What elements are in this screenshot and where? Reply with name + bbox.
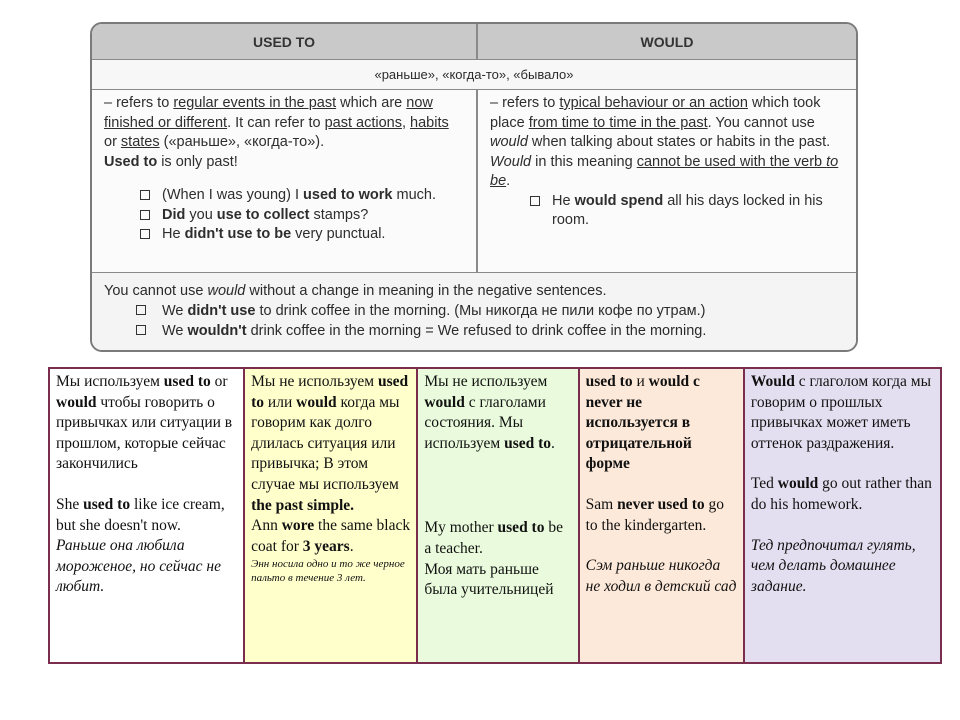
checkbox-bullet-icon xyxy=(140,190,150,200)
used-to-would-reference-table xyxy=(90,22,858,352)
example-translation: Раньше она любила мороженое, но сейчас не любит. xyxy=(56,537,222,596)
column-usage: Мы используем used to or would чтобы говорить о привычках или ситуации в прошлом, которые сейчас закончились She used to like ice cream, but she doesn't now. Раньше она любила мороженое, но сейчас не любит. xyxy=(50,369,245,662)
column-duration: Мы не используем used to или would когда мы говорим как долго длилась ситуация или привычка; В этом случае мы используем the past simple. Ann wore the same black coat for 3 years. Энн носила одно и то же черное пальто в течение 3 лет. xyxy=(245,369,418,662)
checkbox-bullet-icon xyxy=(140,229,150,239)
table-subheader: «раньше», «когда-то», «бывало» xyxy=(92,60,856,90)
example-sentence: Ted would go out rather than do his homework. xyxy=(750,475,932,513)
header-used-to: USED TO xyxy=(253,34,315,50)
checkbox-bullet-icon xyxy=(140,210,150,220)
example-sentence: My mother used to be a teacher. xyxy=(424,519,563,557)
example-item: We wouldn't drink coffee in the morning = We refused to drink coffee in the morning. xyxy=(104,321,844,341)
table-header xyxy=(92,24,856,60)
column-state-verbs: Мы не используем would с глаголами состояния. Мы используем used to. My mother used to be a teacher. Моя мать раньше была учительницей xyxy=(418,369,579,662)
example-item: He would spend all his days locked in his room. xyxy=(490,192,850,231)
example-translation: Сэм раньше никогда не ходил в детский сад xyxy=(585,557,737,595)
header-would: WOULD xyxy=(640,34,694,50)
checkbox-bullet-icon xyxy=(530,196,540,206)
russian-explanation-table xyxy=(48,367,942,664)
column-irritation: Would с глаголом когда мы говорим о прошлых привычках может иметь оттенок раздражения. Ted would go out rather than do his homework. Тед предпочитал гулять, чем делать домашнее задание. xyxy=(745,369,940,662)
would-explanation: – refers to typical behaviour or an action which took place from time to time in the past. You cannot use would when talking about states or habits in the past. Would in this meaning cannot be used with the verb to be. He would spend all his days locked in his room. xyxy=(490,94,850,231)
example-item: (When I was young) I used to work much. xyxy=(104,186,464,206)
example-translation: Тед предпочитал гулять, чем делать домашнее задание. xyxy=(750,536,916,595)
example-sentence: She used to like ice cream, but she doesn't now. xyxy=(56,495,225,534)
would-examples xyxy=(490,192,850,231)
example-item: We didn't use to drink coffee in the morning. (Мы никогда не пили кофе по утрам.) xyxy=(104,301,844,321)
example-sentence: Ann wore the same black coat for 3 years. xyxy=(251,517,411,555)
example-translation: Моя мать раньше была учительницей xyxy=(424,560,554,599)
column-divider xyxy=(476,90,478,272)
example-sentence: Sam never used to go to the kindergarten. xyxy=(585,495,724,534)
column-negative: used to и would с never не используется в отрицательной форме Sam never used to go to the kindergarten. Сэм раньше никогда не ходил в детский сад xyxy=(580,369,745,662)
example-item: He didn't use to be very punctual. xyxy=(104,225,464,245)
example-item: Did you use to collect stamps? xyxy=(104,206,464,226)
example-translation: Энн носила одно и то же черное пальто в течение 3 лет. xyxy=(251,558,405,585)
checkbox-bullet-icon xyxy=(136,325,146,335)
negative-sentences-note: You cannot use would without a change in meaning in the negative sentences. We didn't use to drink coffee in the morning. (Мы никогда не пили кофе по утрам.) We wouldn't drink coffee in the morning = We refused to drink coffee in the morning. xyxy=(92,272,856,352)
used-to-examples xyxy=(104,186,464,245)
checkbox-bullet-icon xyxy=(136,305,146,315)
used-to-explanation: – refers to regular events in the past which are now finished or different. It can refer to past actions, habits or states («раньше», «когда-то»). Used to is only past! (When I was young) I used to work much. Did you use to collect stamps? He didn't use to be very punctual. xyxy=(104,94,464,245)
